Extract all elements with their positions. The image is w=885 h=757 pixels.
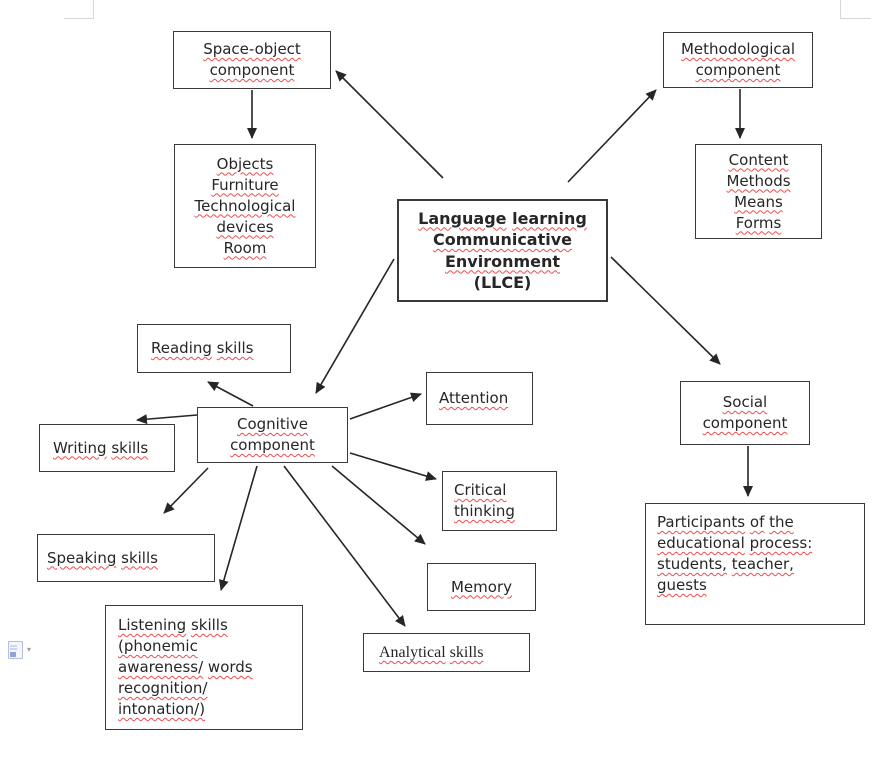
word: Objects [216, 154, 274, 173]
word: teacher, [731, 555, 794, 573]
node-text-line [118, 678, 298, 699]
word: Writing [53, 438, 107, 457]
word: thinking [454, 502, 515, 520]
node-text-line [700, 213, 817, 234]
node-text-line [403, 272, 602, 294]
node-text-line [179, 217, 311, 238]
word: component [702, 414, 788, 432]
word: skills [216, 339, 254, 357]
word: Room [223, 238, 267, 257]
word: Participants [657, 513, 746, 531]
word: Memory [450, 577, 512, 596]
node-text-line [53, 438, 170, 459]
word: Space-object [203, 40, 301, 58]
node-text-line [202, 414, 343, 435]
word: component [695, 61, 781, 79]
word: Reading [151, 339, 212, 357]
word: of [749, 513, 765, 531]
word: Content [728, 150, 789, 169]
node-text-line [700, 171, 817, 192]
node-text-line [151, 338, 286, 359]
clipboard-icon [8, 641, 23, 659]
node-cognitive[interactable] [197, 407, 348, 463]
word: awareness/ [118, 658, 204, 676]
word: component [230, 436, 315, 454]
word: Attention [439, 389, 509, 407]
word: (phonemic [118, 637, 198, 655]
node-critical[interactable] [442, 471, 557, 531]
node-text-line [668, 60, 808, 81]
node-text-line [700, 150, 817, 171]
word: process: [749, 534, 813, 552]
word: Methods [726, 171, 791, 190]
word: (LLCE) [473, 273, 532, 292]
node-reading[interactable] [137, 324, 291, 373]
word: Communicative [432, 230, 573, 249]
node-text-line [118, 657, 298, 678]
word: guests [657, 576, 707, 594]
word: component [209, 61, 295, 79]
node-text-line [179, 238, 311, 259]
node-text-line [202, 435, 343, 456]
node-text-line [700, 192, 817, 213]
node-text-line [454, 480, 552, 501]
word: skills [190, 616, 228, 634]
node-text-line [179, 154, 311, 175]
node-listening[interactable] [105, 605, 303, 730]
word: Social [722, 393, 768, 411]
node-space-object[interactable] [173, 31, 331, 89]
word: Speaking [47, 548, 117, 567]
word: learning [512, 208, 587, 228]
word: Methodological [680, 40, 796, 58]
node-text-line [657, 533, 860, 554]
node-text-line [668, 39, 808, 60]
node-text-line [657, 512, 860, 533]
node-text-line [403, 229, 602, 251]
node-text-line [432, 577, 531, 598]
word: students, [657, 555, 727, 573]
node-text-line [118, 615, 298, 636]
node-text-line [657, 575, 860, 596]
word: words [207, 658, 253, 676]
node-text-line [118, 699, 298, 720]
node-text-line [179, 196, 311, 217]
node-text-line [178, 60, 326, 81]
node-analytical[interactable] [363, 633, 530, 672]
paste-options-button[interactable] [8, 641, 31, 659]
node-participants[interactable] [645, 503, 865, 625]
node-text-line [403, 208, 602, 230]
word: Furniture [211, 175, 279, 194]
node-text-line [47, 548, 210, 569]
word: intonation/) [118, 700, 206, 718]
node-text-line [403, 251, 602, 273]
word: Critical [454, 481, 507, 499]
word: Listening [118, 616, 187, 634]
word: skills [449, 644, 484, 661]
word: skills [121, 548, 158, 567]
node-text-line [379, 642, 525, 663]
node-text-line [685, 413, 805, 434]
word: Environment [444, 251, 561, 271]
node-text-line [118, 636, 298, 657]
word: Means [734, 192, 783, 211]
word: educational [657, 534, 745, 552]
word: the [769, 513, 794, 531]
node-text-line [657, 554, 860, 575]
node-objects[interactable] [174, 144, 316, 268]
word: Language [418, 208, 507, 228]
node-text-line [178, 39, 326, 60]
node-text-line [685, 392, 805, 413]
word: devices [216, 217, 274, 236]
node-writing[interactable] [39, 424, 175, 472]
node-memory[interactable] [427, 563, 536, 611]
word: Cognitive [236, 415, 308, 433]
word: recognition/ [118, 679, 208, 697]
node-social[interactable] [680, 381, 810, 445]
word: skills [111, 438, 149, 457]
node-text-line [179, 175, 311, 196]
word: Analytical [379, 644, 446, 661]
node-llce[interactable] [397, 199, 608, 302]
word: Technological [194, 196, 296, 215]
node-content[interactable] [695, 144, 822, 239]
node-speaking[interactable] [37, 534, 215, 582]
node-methodological[interactable] [663, 32, 813, 88]
node-attention[interactable] [426, 372, 533, 425]
word: Forms [735, 213, 782, 232]
chevron-down-icon: ▾ [27, 645, 32, 654]
node-text-line [454, 501, 552, 522]
node-text-line [439, 388, 528, 409]
